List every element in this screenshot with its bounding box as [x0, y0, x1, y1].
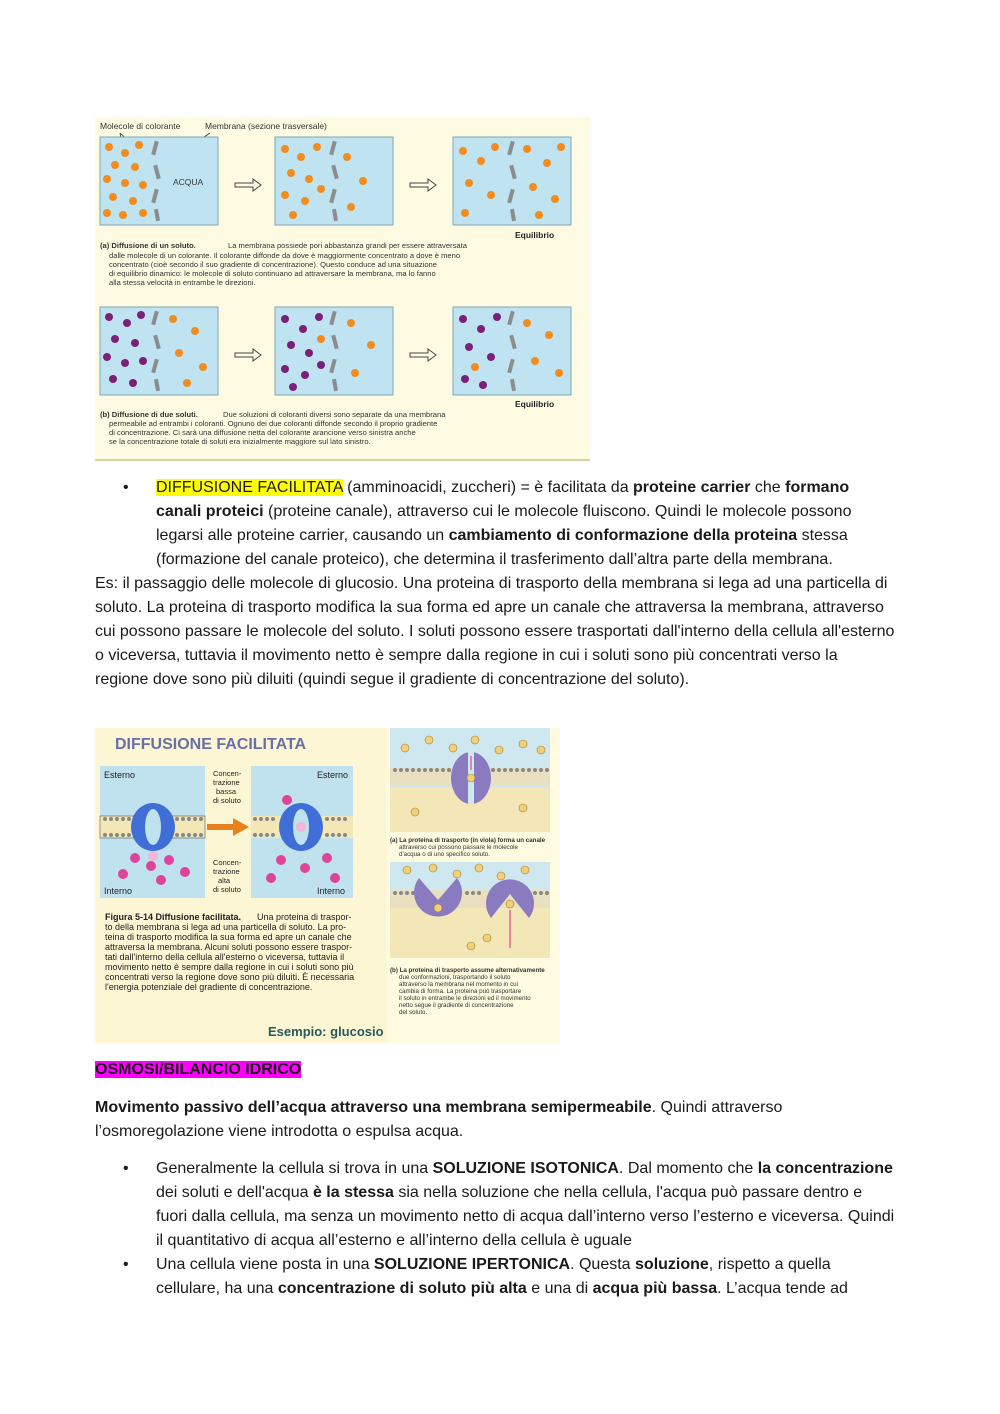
svg-text:La membrana possiede pori abba: La membrana possiede pori abbastanza grandi per essere attraversata — [228, 241, 467, 250]
panel-a-equilibrium — [453, 137, 571, 225]
svg-text:trazione: trazione — [213, 867, 240, 876]
term-diffusione-facilitata: DIFFUSIONE FACILITATA — [156, 479, 343, 496]
svg-text:Esterno: Esterno — [104, 770, 136, 780]
panel-b-initial — [100, 307, 218, 395]
svg-text:di soluto: di soluto — [213, 885, 241, 894]
svg-text:Interno: Interno — [317, 886, 346, 896]
svg-text:concentrati verso la regione d: concentrati verso la regione dove sono più diluiti. È necessaria — [105, 972, 355, 982]
equilibrium-b-label: Equilibrio — [515, 399, 555, 409]
equilibrium-a-label: Equilibrio — [515, 230, 555, 240]
panel-b-carrier — [390, 862, 550, 958]
panel-b-equilibrium — [453, 307, 571, 395]
svg-text:attraverso cui possono passare: attraverso cui possono passare le molecole — [399, 844, 519, 851]
svg-text:attraversa la membrana. Alcuni: attraversa la membrana. Alcuni soluti possono essere traspor- — [105, 942, 353, 952]
svg-text:del soluto.: del soluto. — [399, 1009, 428, 1016]
osmosis-paragraph: Movimento passivo dell’acqua attraverso una membrana semipermeabile. Quindi attraverso l’osmoregolazione viene introdotta o espulsa acqua. — [95, 1099, 783, 1140]
list-item: • DIFFUSIONE FACILITATA (amminoacidi, zuccheri) = è facilitata da proteine carrier che formano canali proteici (proteine canale), attraverso cui le molecole fluiscono. Quindi le molecole possono legarsi alle proteine carrier, causando un cambiamento di conformazione della proteina stessa (formazione del canale proteico), che determina il trasferimento dall’altra parte della membrana. — [95, 476, 895, 572]
svg-text:cambia di forma. La proteina p: cambia di forma. La proteina può trasportare — [399, 988, 522, 995]
svg-text:(a) Diffusione di un soluto.: (a) Diffusione di un soluto. — [100, 241, 196, 250]
svg-text:Concen-: Concen- — [213, 858, 242, 867]
svg-text:di concentrazione. Ci sarà una: di concentrazione. Ci sarà una diffusione netta del colorante arancione verso sinistra anche — [109, 428, 416, 437]
svg-text:se la concentrazione totale di: se la concentrazione totale di soluti era inizialmente maggiore sul lato sinistro. — [109, 437, 371, 446]
figure-caption — [105, 912, 354, 992]
osmosis-list — [95, 1157, 895, 1301]
diffusion-figure — [95, 117, 590, 462]
label-water: ACQUA — [173, 177, 204, 187]
svg-text:movimento netto è sempre dalla: movimento netto è sempre dalla regione in cui i soluti sono più — [105, 962, 354, 972]
arrow-b-2 — [410, 349, 436, 361]
svg-text:dalle molecole di un colorante: dalle molecole di un colorante. Il colorante diffonde da dove è maggiormente concentrato a dove è meno — [109, 251, 461, 260]
osmosis-heading: OSMOSI/BILANCIO IDRICO — [95, 1061, 302, 1078]
bullet-icon: • — [123, 479, 129, 496]
svg-text:to della membrana si lega ad u: to della membrana si lega ad una particella di soluto. La pro- — [105, 922, 347, 932]
svg-text:Concen-: Concen- — [213, 769, 242, 778]
svg-text:concentrato (cioè secondo il s: concentrato (cioè secondo il suo gradiente di concentrazione). Questo conduce ad una situazione — [109, 260, 438, 269]
svg-text:alta: alta — [218, 876, 231, 885]
panel-right — [251, 766, 353, 898]
svg-text:permeabile ad entrambi i color: permeabile ad entrambi i coloranti. Ognuno dei due coloranti diffonde secondo il proprio gradiente — [109, 419, 438, 428]
figure-title: DIFFUSIONE FACILITATA — [115, 736, 307, 753]
svg-text:attraverso la membrana nel mom: attraverso la membrana nel momento in cui — [399, 981, 518, 988]
panel-a-channel — [390, 728, 550, 832]
svg-text:(a) La proteina di trasporto (: (a) La proteina di trasporto (in viola) forma un canale — [390, 837, 546, 844]
diffusion-diagram — [95, 117, 590, 462]
svg-text:(b) La proteina di trasporto a: (b) La proteina di trasporto assume alternativamente — [390, 967, 545, 974]
caption-a-right — [390, 837, 546, 858]
caption-a — [100, 241, 468, 287]
panel-b-middle — [275, 307, 393, 395]
svg-text:Figura 5-14 Diffusione facil: Figura 5-14 Diffusione facilitata. — [105, 912, 242, 922]
svg-text:d'acqua o di uno specifico sol: d'acqua o di uno specifico soluto. — [399, 851, 490, 858]
arrow-a-1 — [235, 179, 261, 191]
caption-b — [100, 410, 446, 446]
svg-text:teina di trasporto modifica la: teina di trasporto modifica la sua forma ed apre un canale che — [105, 932, 352, 942]
svg-text:Esterno: Esterno — [317, 770, 349, 780]
bullet-icon: • — [123, 1256, 129, 1273]
panel-left — [100, 766, 205, 898]
list-item: • Generalmente la cellula si trova in una SOLUZIONE ISOTONICA. Dal momento che la concentrazione dei soluti e dell'acqua è la stessa sia nella soluzione che nella cellula, l'acqua può passare dentro e fuori dalla cellula, ma senza un movimento netto di acqua dall’interno verso l’esterno e viceversa. Quindi il quantitativo di acqua all’esterno e all’interno della cellula è uguale — [95, 1157, 895, 1253]
svg-text:alla stessa velocità in entram: alla stessa velocità in entrambe le direzioni. — [109, 278, 256, 287]
label-molecules: Molecole di colorante — [100, 121, 181, 131]
panel-a-initial — [100, 137, 218, 225]
svg-text:due conformazioni, trasportand: due conformazioni, trasportando il soluto — [399, 974, 511, 981]
facilitated-diffusion-figure — [95, 728, 560, 1043]
arrow-a-2 — [410, 179, 436, 191]
svg-text:di soluto: di soluto — [213, 796, 241, 805]
svg-text:l'energia potenziale del gradi: l'energia potenziale del gradiente di concentrazione. — [105, 982, 313, 992]
facilitated-diffusion-list — [95, 476, 895, 572]
svg-text:di equilibrio dinamico: le mol: di equilibrio dinamico: le molecole di soluto continuano ad attraversare la membrana, ma lo fanno — [109, 269, 436, 278]
svg-text:bassa: bassa — [216, 787, 237, 796]
example-glucose: Esempio: glucosio — [268, 1024, 384, 1039]
example-paragraph: Es: il passaggio delle molecole di glucosio. Una proteina di trasporto della membrana si lega ad una particella di soluto. La proteina di trasporto modifica la sua forma ed apre un canale che attraversa la membrana, attraverso cui possono passare le molecole del soluto. I soluti possono essere trasportati dall'interno della cellula all'esterno o viceversa, tuttavia il movimento netto è sempre dalla regione in cui i soluti sono più concentrati verso la regione dove sono più diluiti (quindi segue il gradiente di concentrazione del soluto). — [95, 575, 895, 688]
list-item: • Una cellula viene posta in una SOLUZIONE IPERTONICA. Questa soluzione, rispetto a quella cellulare, ha una concentrazione di soluto più alta e una di acqua più bassa. L’acqua tende ad — [95, 1253, 895, 1301]
svg-text:Due soluzioni di coloranti div: Due soluzioni di coloranti diversi sono separate da una membrana — [223, 410, 446, 419]
bullet-icon: • — [123, 1160, 129, 1177]
panel-a-middle — [275, 137, 393, 225]
osmosis-heading-line — [95, 1058, 895, 1082]
svg-text:(b) Diffusione di due soluti.: (b) Diffusione di due soluti. — [100, 410, 198, 419]
svg-text:Una proteina di traspor-: Una proteina di traspor- — [257, 912, 352, 922]
svg-text:il soluto in entrambe le direz: il soluto in entrambe le direzioni ed il movimento — [399, 995, 531, 1002]
svg-text:trazione: trazione — [213, 778, 240, 787]
arrow-b-1 — [235, 349, 261, 361]
svg-text:Interno: Interno — [104, 886, 133, 896]
svg-text:netto segue il gradiente di co: netto segue il gradiente di concentrazione — [399, 1002, 514, 1009]
facilitated-diffusion-diagram — [95, 728, 560, 1043]
caption-b-right — [390, 967, 545, 1016]
svg-text:tati dall'interno della cellul: tati dall'interno della cellula all'esterno o viceversa, tuttavia il — [105, 952, 345, 962]
label-membrane: Membrana (sezione trasversale) — [205, 121, 327, 131]
